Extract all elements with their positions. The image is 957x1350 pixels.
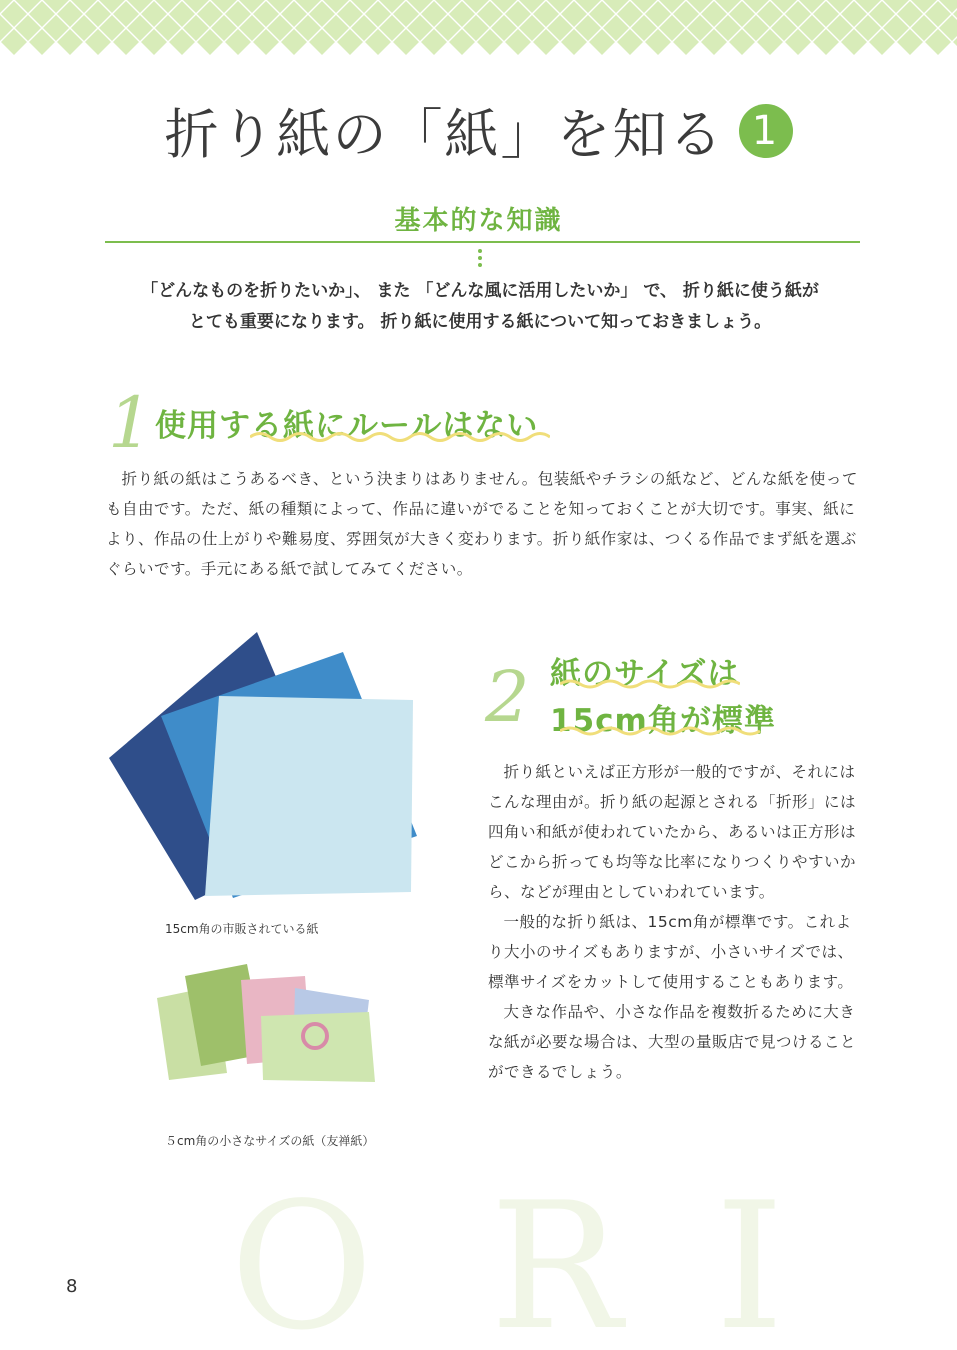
section1-title: 使用する紙にルールはない: [155, 408, 539, 444]
section2-paragraph: 折り紙といえば正方形が一般的ですが、それにはこんな理由が。折り紙の起源とされる「折形」には四角い和紙が使われていたから、あるいは正方形はどこから折っても均等な比率になりつくりやすいから、などが理由としていわれています。: [488, 763, 857, 901]
section1-wave-underline: [250, 430, 550, 444]
diamond-pattern: [0, 0, 957, 60]
section2-paragraph: 大きな作品や、小さな作品を複数折るために大きな紙が必要な場合は、大型の量販店で見つけることができるでしょう。: [488, 1003, 857, 1081]
title-number-badge: 1: [739, 104, 793, 158]
section2-wave-underline-2: [560, 725, 765, 737]
section1-body: 折り紙の紙はこうあるべき、という決まりはありません。包装紙やチラシの紙など、どんな紙を使っても自由です。ただ、紙の種類によって、作品に違いがでることを知っておくことが大切です。事実、紙により、作品の仕上がりや難易度、雰囲気が大きく変わります。折り紙作家は、つくる作品でまず紙を選ぶぐらいです。手元にある紙で試してみてください。: [106, 470, 858, 578]
dotted-connector: [477, 249, 483, 270]
subtitle-divider: [105, 241, 860, 243]
section2-wave-underline-1: [560, 678, 740, 690]
section2-title-line1: 紙のサイズは: [550, 656, 740, 692]
paper-light-blue: [205, 696, 413, 896]
section1-number: 1: [108, 382, 153, 464]
intro-line-1: 「どんなものを折りたいか」、 また 「どんな風に活用したいか」 で、 折り紙に使う紙が: [141, 281, 819, 301]
intro-line-2: とても重要になります。 折り紙に使用する紙について知っておきましょう。: [188, 312, 772, 332]
page-title-wrap: [0, 92, 957, 169]
small-patterned-paper-photo: [155, 958, 380, 1083]
intro-text: [100, 276, 860, 338]
section2-body: [488, 757, 863, 1087]
origami-paper-stack-photo: [105, 630, 425, 905]
page-title: [165, 92, 793, 169]
watermark-letter: I: [715, 1180, 785, 1350]
diamond-pattern-band: [0, 0, 957, 60]
section2-number: 2: [485, 656, 530, 738]
watermark-letter: O: [230, 1180, 374, 1350]
page-title-text: 折り紙の「紙」を知る: [164, 103, 725, 166]
watermark-letter: R: [490, 1180, 622, 1350]
photo1-caption: 15cm角の市販されている紙: [165, 922, 319, 936]
section2-title-line2: 15cm角が標準: [550, 703, 776, 739]
page-number: 8: [66, 1276, 78, 1297]
photo2-caption: ５cm角の小さなサイズの紙（友禅紙）: [165, 1134, 375, 1148]
subtitle: 基本的な知識: [394, 206, 563, 236]
ori-watermark: [0, 1180, 957, 1350]
section2-paragraph: 一般的な折り紙は、15cm角が標準です。これより大小のサイズもありますが、小さいサイズでは、標準サイズをカットして使用することもあります。: [488, 913, 854, 991]
